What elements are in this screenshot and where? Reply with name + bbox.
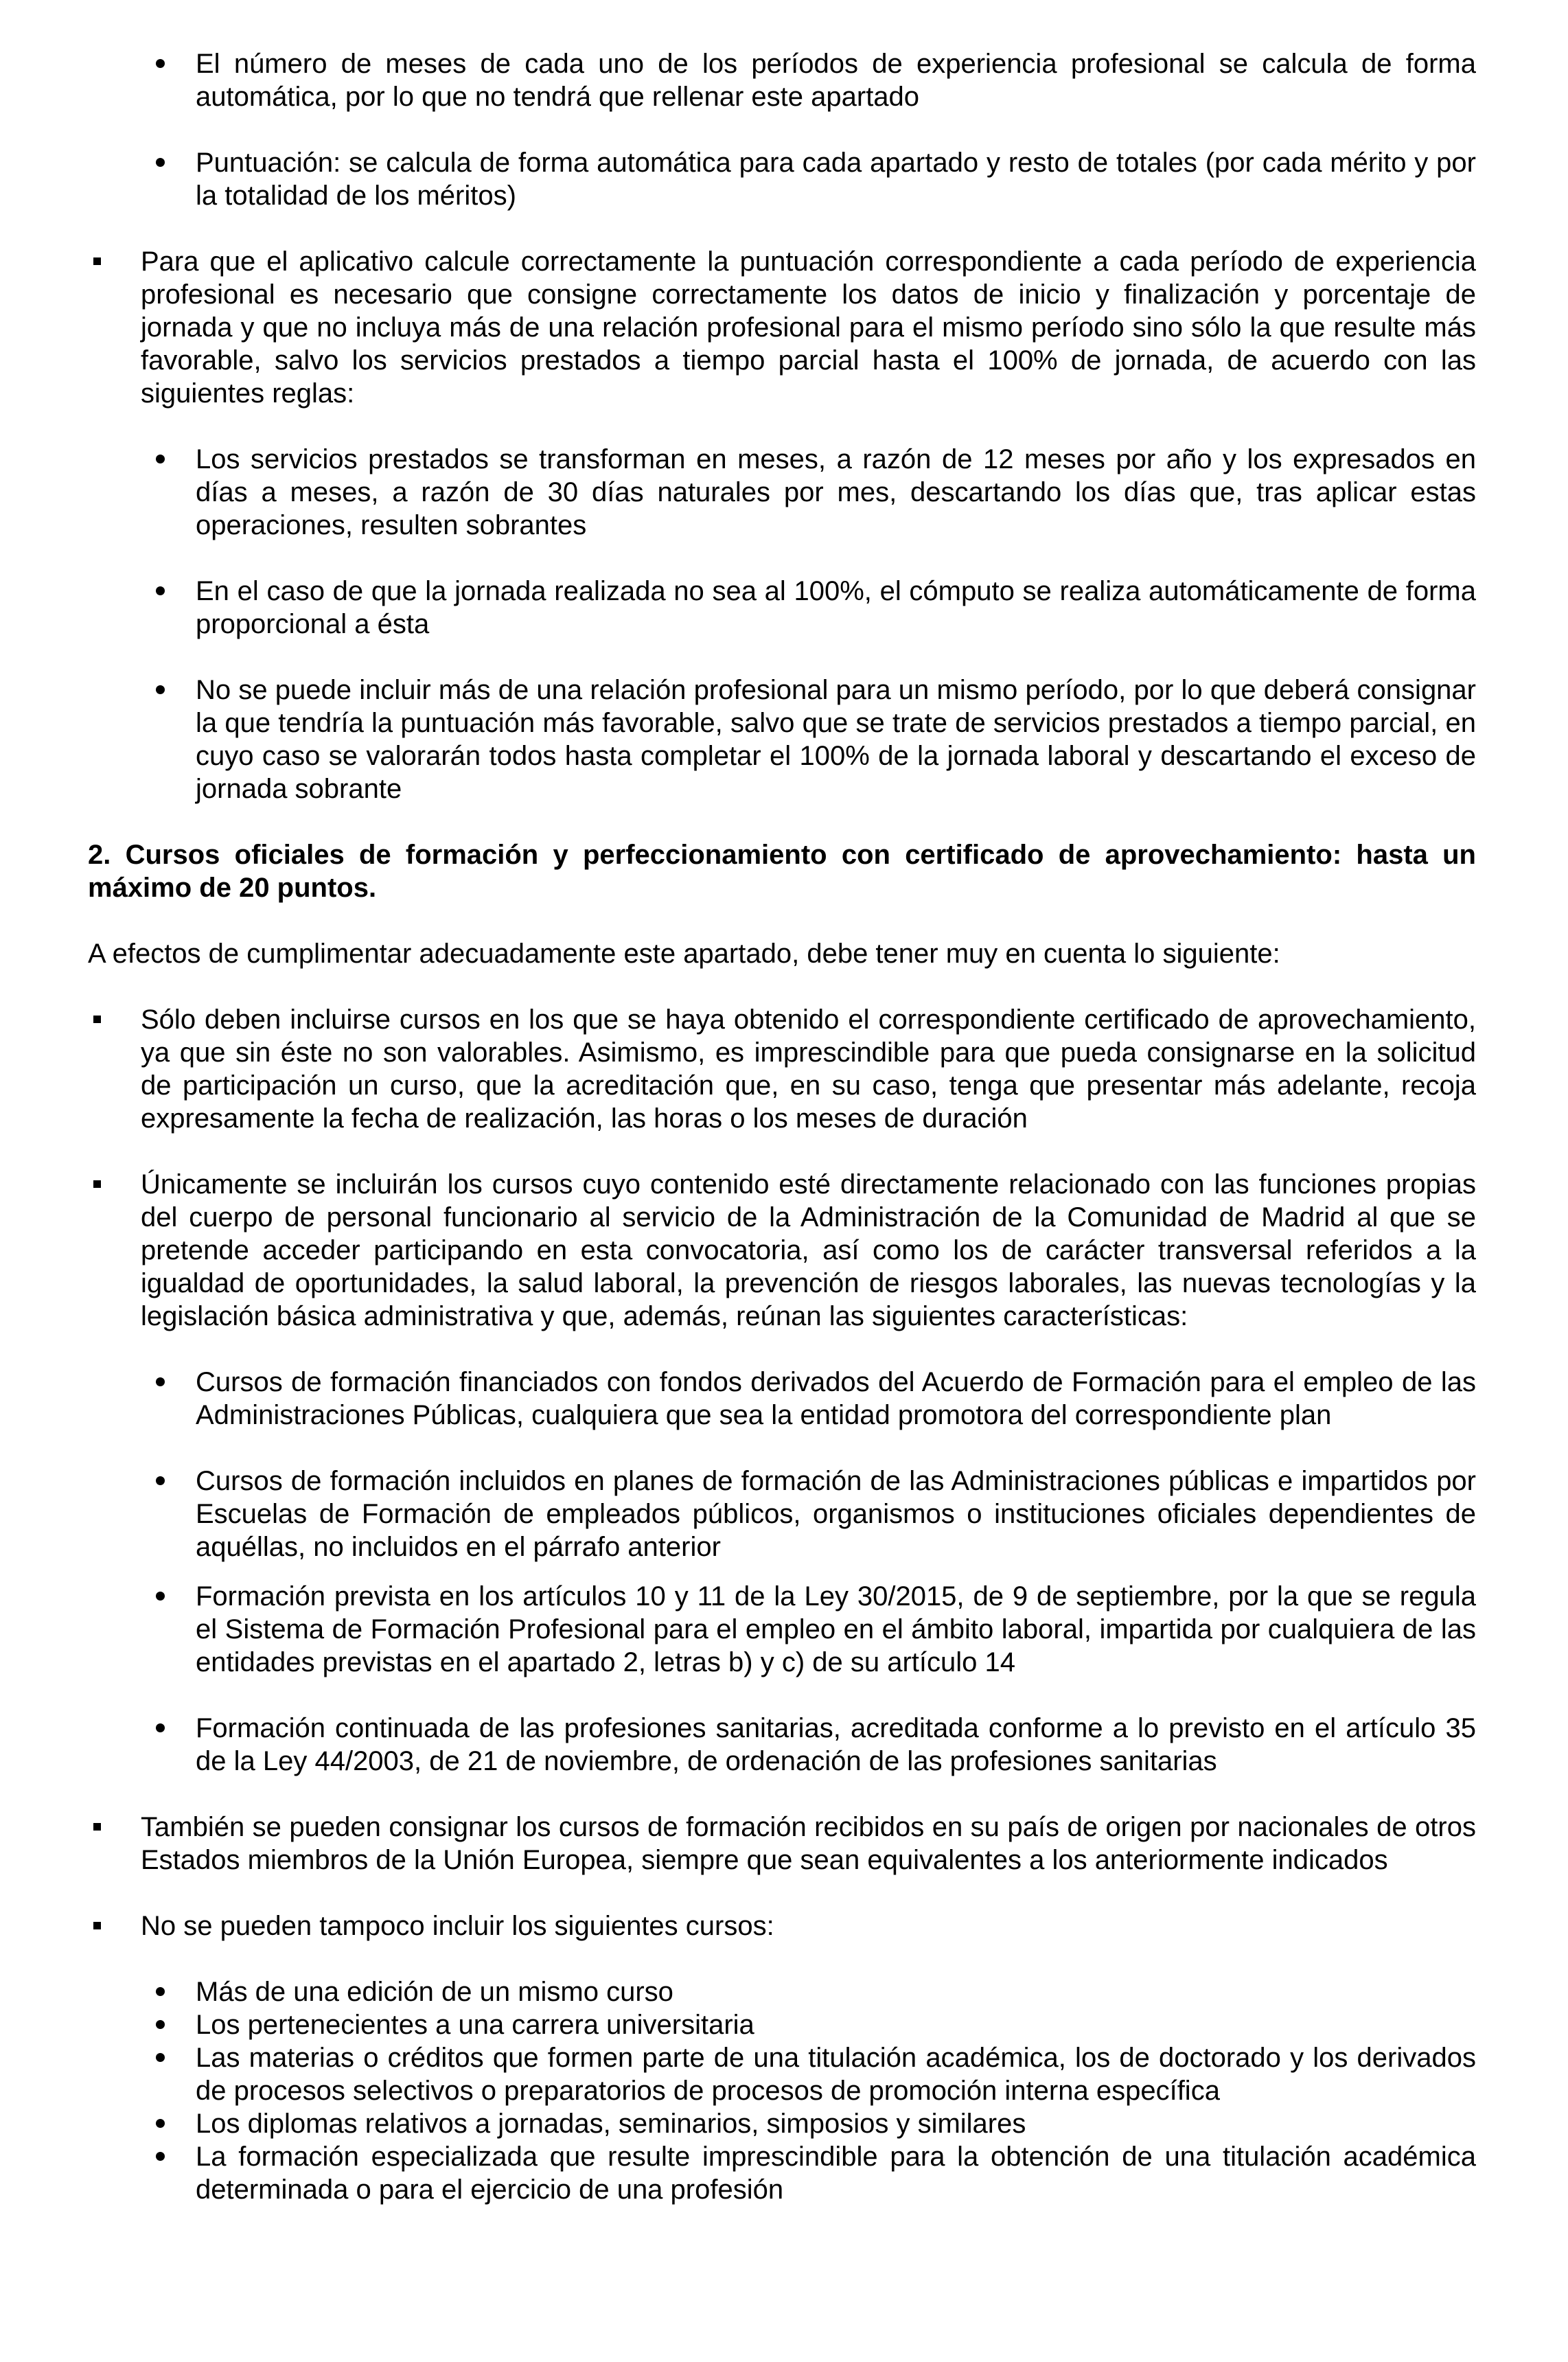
square-bullet-icon [93, 1922, 101, 1929]
square-bullet-icon [93, 1823, 101, 1831]
bullet-item [88, 1580, 1476, 1679]
bullet-text: También se pueden consignar los cursos de formación recibidos en su país de origen por nacionales de otros Estados miembros de la Unión Europea, siempre que sean equivalentes a los anteriormente indicados [141, 1812, 1476, 1875]
round-bullet-icon [156, 59, 165, 68]
bullet-text: Los diplomas relativos a jornadas, seminarios, simposios y similares [196, 2109, 1026, 2139]
bullet-item [88, 2008, 1476, 2041]
bullet-item [88, 1811, 1476, 1877]
round-bullet-icon [156, 586, 165, 595]
round-bullet-icon [156, 2020, 165, 2029]
bullet-item [88, 47, 1476, 113]
document-body [88, 47, 1476, 2206]
bullet-item [88, 1003, 1476, 1135]
bullet-text: Las materias o créditos que formen parte de una titulación académica, los de doctorado y los derivados de procesos selectivos o preparatorios de procesos de promoción interna específica [196, 2043, 1476, 2106]
bullet-item [88, 1366, 1476, 1432]
bullet-item [88, 443, 1476, 542]
bullet-item [88, 575, 1476, 641]
bullet-item [88, 1465, 1476, 1563]
bullet-item [88, 1712, 1476, 1778]
bullet-text: Únicamente se incluirán los cursos cuyo contenido esté directamente relacionado con las funciones propias del cuerpo de personal funcionario al servicio de la Administración de la Comunidad de Madrid al que se pretende acceder participando en esta convocatoria, así como los de carácter transversal referidos a la igualdad de oportunidades, la salud laboral, la prevención de riesgos laborales, las nuevas tecnologías y la legislación básica administrativa y que, además, reúnan las siguientes características: [141, 1169, 1476, 1331]
bullet-text: Los pertenecientes a una carrera universitaria [196, 2010, 754, 2040]
round-bullet-icon [156, 1377, 165, 1386]
bullet-text: Más de una edición de un mismo curso [196, 1977, 673, 2007]
bullet-text: Formación continuada de las profesiones sanitarias, acreditada conforme a lo previsto en el artículo 35 de la Ley 44/2003, de 21 de noviembre, de ordenación de las profesiones sanitarias [196, 1713, 1476, 1776]
square-bullet-icon [93, 1180, 101, 1188]
bullet-item [88, 1168, 1476, 1333]
bullet-text: Formación prevista en los artículos 10 y 11 de la Ley 30/2015, de 9 de septiembre, por la que se regula el Sistema de Formación Profesional para el empleo en el ámbito laboral, impartida por cualquiera de las entidades previstas en el apartado 2, letras b) y c) de su artículo 14 [196, 1581, 1476, 1677]
round-bullet-icon [156, 158, 165, 167]
bullet-item [88, 2140, 1476, 2206]
square-bullet-icon [93, 1016, 101, 1023]
bullet-text: Los servicios prestados se transforman en meses, a razón de 12 meses por año y los expresados en días a meses, a razón de 30 días naturales por mes, descartando los días que, tras aplicar estas operaciones, resulten sobrantes [196, 444, 1476, 540]
round-bullet-icon [156, 1476, 165, 1485]
bullet-item [88, 1910, 1476, 1942]
round-bullet-icon [156, 1592, 165, 1601]
bullet-item [88, 245, 1476, 410]
bullet-text: Para que el aplicativo calcule correctamente la puntuación correspondiente a cada período de experiencia profesional es necesario que consigne correctamente los datos de inicio y finalización y porcentaje de jornada y que no incluya más de una relación profesional para el mismo período sino sólo la que resulte más favorable, salvo los servicios prestados a tiempo parcial hasta el 100% de jornada, de acuerdo con las siguientes reglas: [141, 246, 1476, 409]
round-bullet-icon [156, 455, 165, 463]
round-bullet-icon [156, 685, 165, 694]
bullet-text: El número de meses de cada uno de los períodos de experiencia profesional se calcula de forma automática, por lo que no tendrá que rellenar este apartado [196, 49, 1476, 112]
round-bullet-icon [156, 2053, 165, 2062]
square-bullet-icon [93, 257, 101, 265]
intro-paragraph: A efectos de cumplimentar adecuadamente este apartado, debe tener muy en cuenta lo siguiente: [88, 939, 1280, 969]
bullet-text: Puntuación: se calcula de forma automática para cada apartado y resto de totales (por cada mérito y por la totalidad de los méritos) [196, 148, 1476, 211]
bullet-text: Cursos de formación financiados con fondos derivados del Acuerdo de Formación para el empleo de las Administraciones Públicas, cualquiera que sea la entidad promotora del correspondiente plan [196, 1367, 1476, 1430]
round-bullet-icon [156, 2119, 165, 2128]
round-bullet-icon [156, 1987, 165, 1996]
bullet-text: En el caso de que la jornada realizada no sea al 100%, el cómputo se realiza automáticamente de forma proporcional a ésta [196, 576, 1476, 639]
bullet-item [88, 2107, 1476, 2140]
bullet-item [88, 146, 1476, 212]
bullet-item [88, 1975, 1476, 2008]
bullet-item [88, 2041, 1476, 2107]
bullet-text: No se puede incluir más de una relación profesional para un mismo período, por lo que deberá consignar la que tendría la puntuación más favorable, salvo que se trate de servicios prestados a tiempo parcial, en cuyo caso se valorarán todos hasta completar el 100% de la jornada laboral y descartando el exceso de jornada sobrante [196, 675, 1476, 804]
round-bullet-icon [156, 2152, 165, 2161]
bullet-item [88, 674, 1476, 805]
section-heading: 2. Cursos oficiales de formación y perfeccionamiento con certificado de aprovechamiento: hasta un máximo de 20 puntos. [88, 840, 1476, 903]
bullet-text: No se pueden tampoco incluir los siguientes cursos: [141, 1911, 774, 1941]
bullet-text: Cursos de formación incluidos en planes de formación de las Administraciones públicas e impartidos por Escuelas de Formación de empleados públicos, organismos o instituciones oficiales dependientes de aquéllas, no incluidos en el párrafo anterior [196, 1466, 1476, 1562]
bullet-text: La formación especializada que resulte imprescindible para la obtención de una titulación académica determinada o para el ejercicio de una profesión [196, 2142, 1476, 2205]
round-bullet-icon [156, 1723, 165, 1732]
bullet-text: Sólo deben incluirse cursos en los que se haya obtenido el correspondiente certificado de aprovechamiento, ya que sin éste no son valorables. Asimismo, es imprescindible para que pueda consignarse en la solicitud de participación un curso, que la acreditación que, en su caso, tenga que presentar más adelante, recoja expresamente la fecha de realización, las horas o los meses de duración [141, 1005, 1476, 1134]
